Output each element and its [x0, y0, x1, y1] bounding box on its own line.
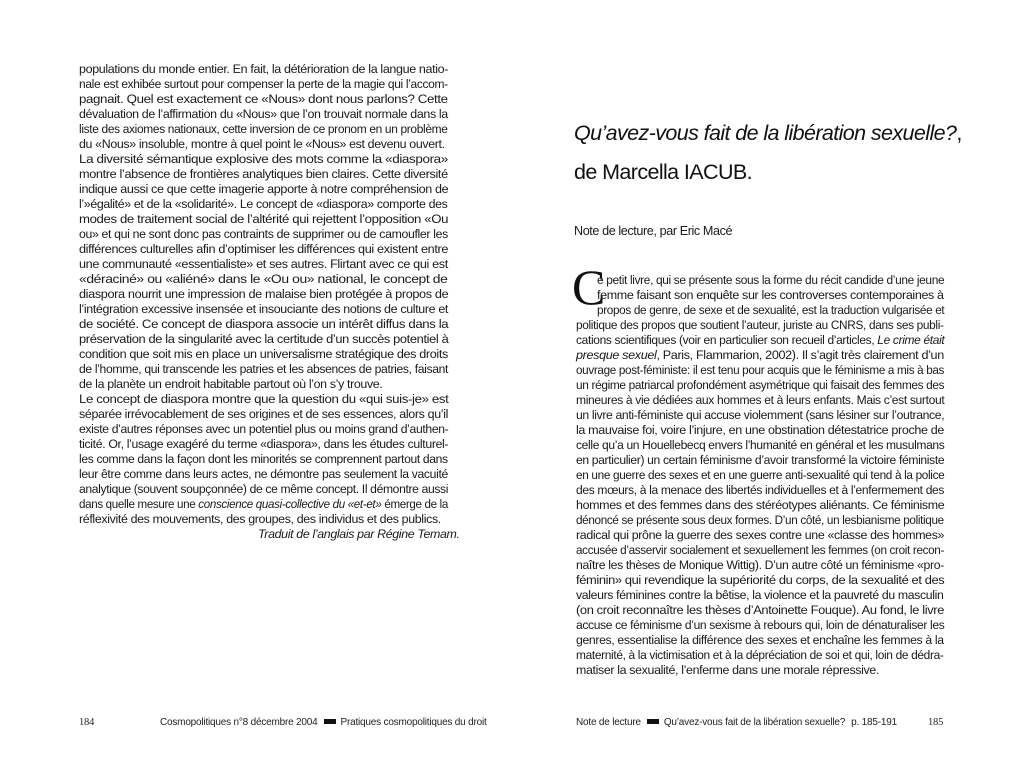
left-line-segment: émerge de la: [381, 497, 448, 511]
separator-bar-icon: [324, 719, 336, 724]
left-text-line: «déraciné» ou «aliéné» dans le «Ou ou» national, le concept de: [79, 272, 448, 286]
book-author: de Marcella IACUB.: [574, 160, 752, 184]
journal-name: Cosmopolitiques n°8 décembre 2004: [160, 717, 318, 728]
left-text-line: leur être comme dans leurs actes, ne démontre pas seulement la vacuité: [79, 467, 448, 481]
left-text-line: nale est exhibée surtout pour compenser la perte de la magie qui l’accom-: [79, 77, 448, 91]
right-text-line: propos de genre, de sexe et de sexualité, est la traduction vulgarisée et: [597, 303, 945, 317]
page-number: 184: [79, 717, 95, 728]
right-text-line: en une guerre des sexes et en une guerre anti-sexualité qui tend à la police: [576, 468, 945, 482]
right-text-line: féminin» qui revendique la supériorité du corps, de la sexualité et des: [576, 573, 945, 587]
right-text-line: la mauvaise foi, voire l’injure, en une obstination détestatrice proche de: [576, 423, 944, 437]
italic-book-title: presque sexuel: [576, 348, 657, 362]
right-text-line: celle qu’a un Houellebecq envers l’humanité en général et les musulmans: [576, 438, 945, 452]
italic-book-title: Le crime était: [877, 333, 945, 347]
review-title: [574, 117, 962, 149]
left-text-line: existe d’autres réponses avec un potentiel plus ou moins grand d’authen-: [79, 422, 449, 436]
left-text-line: [79, 497, 448, 512]
right-text-line: un régime patriarcal profondément asymétrique qui faisait des femmes des: [576, 378, 945, 392]
left-text-line: réflexivité des mouvements, des groupes, des individus et des publics.: [79, 512, 441, 526]
right-text-line: [576, 348, 944, 363]
left-text-line: liste des axiomes nationaux, cette inversion de ce pronom en un problème: [79, 122, 448, 136]
italic-phrase: conscience quasi-collective du «et-et»: [198, 497, 382, 511]
right-text-line: en particulier) un certain féminisme d’avoir transformé la victoire féministe: [576, 453, 945, 467]
left-text-line: différences culturelles afin d’optimiser les différences qui existent entre: [79, 242, 449, 256]
right-footer-page: [928, 717, 943, 728]
left-text-line: de l’homme, qui transcende les patries et les absences de patries, faisant: [79, 362, 449, 376]
right-text-line: accusée d’asservir socialement et sexuellement les femmes (on croit recon-: [576, 543, 945, 557]
left-line-segment: dans quelle mesure une: [79, 497, 199, 511]
drop-cap: C: [572, 259, 606, 315]
left-footer: [79, 717, 94, 728]
left-text-line: indique aussi ce que cette imagerie apporte à notre compréhension de: [79, 182, 449, 196]
section-name: Pratiques cosmopolitiques du droit: [340, 717, 487, 728]
review-byline: Note de lecture, par Eric Macé: [574, 224, 733, 238]
right-text-line: accuse ce féminisme d’un sexisme à rebours qui, loin de dénaturaliser les: [576, 618, 945, 632]
right-text-line: matiser la sexualité, l’enferme dans une morale répressive.: [576, 663, 880, 677]
title-punctuation: ,: [956, 121, 962, 145]
left-text-line: de société. Ce concept de diaspora associe un intérêt diffus dans la: [79, 317, 449, 331]
right-footer-running-head: [576, 717, 897, 728]
right-text-line: mineures à vie dédiées aux hommes et à leurs enfants. Mais c’est surtout: [576, 393, 945, 407]
page-number: 185: [928, 717, 944, 728]
right-text-line: hommes et des femmes dans des stéréotypes aliénants. Ce féminisme: [576, 498, 945, 512]
left-text-line: préservation de la singularité avec la certitude d’un succès potentiel à: [79, 332, 449, 346]
right-text-line: e petit livre, qui se présente sous la forme du récit candide d’une jeune: [597, 273, 945, 287]
left-text-line: une communauté «essentialiste» et ses autres. Flirtant avec ce qui est: [79, 257, 448, 271]
section-name: Note de lecture: [576, 717, 641, 728]
left-text-line: du «Nous» insoluble, montre à quel point le «Nous» est devenu ouvert.: [79, 137, 445, 151]
left-text-line: les comme dans la façon dont les minorités se comprennent partout dans: [79, 452, 448, 466]
right-text-line: genres, essentialise la différence des sexes et enchaîne les femmes à la: [576, 633, 944, 647]
translation-credit: Traduit de l’anglais par Régine Temam.: [258, 527, 460, 541]
left-text-line: analytique (souvent soupçonnée) de ce même concept. Il démontre aussi: [79, 482, 449, 496]
right-text-line: naître les thèses de Monique Wittig). D’un autre côté un féminisme «pro-: [576, 558, 944, 572]
left-text-line: montre l’absence de frontières analytiques bien claires. Cette diversité: [79, 167, 448, 181]
left-text-line: ou» et qui ne sont donc pas contraints de supprimer ou de camoufler les: [79, 227, 448, 241]
running-title: Qu’avez-vous fait de la libération sexuelle?: [663, 717, 846, 728]
page-range: p. 185-191: [851, 717, 897, 728]
right-text-line: des mœurs, à la menace des libertés individuelles et à l’enfermement des: [576, 483, 945, 497]
left-text-line: pagnait. Quel est exactement ce «Nous» dont nous parlons? Cette: [79, 92, 448, 106]
left-footer-running-head: [160, 717, 487, 728]
left-text-line: La diversité sémantique explosive des mots comme la «diaspora»: [79, 152, 448, 166]
right-text-line: (on croit reconnaître les thèses d’Antoinette Fouque). Au fond, le livre: [576, 603, 944, 617]
right-line-segment: cations scientifiques (voir en particulier son recueil d’articles,: [576, 333, 878, 347]
left-text-line: populations du monde entier. En fait, la détérioration de la langue natio-: [79, 62, 449, 76]
left-text-line: de la planète un endroit habitable partout où l’on s’y trouve.: [79, 377, 383, 391]
separator-bar-icon: [647, 719, 659, 724]
right-text-line: ouvrage post-féministe: il est tenu pour acquis que le féminisme a mis à bas: [576, 363, 945, 377]
right-text-line: dénoncé se présente sous deux formes. D’un côté, un lesbianisme politique: [576, 513, 944, 527]
left-text-line: dévaluation de l’affirmation du «Nous» que l’on trouvait normale dans la: [79, 107, 448, 121]
right-line-segment: , Paris, Flammarion, 2002). Il s’agit très clairement d’un: [656, 348, 944, 362]
left-text-line: diaspora nourrit une impression de malaise bien protégée à propos de: [79, 287, 449, 301]
left-text-line: l’intégration excessive insensée et insouciante des notions de culture et: [79, 302, 449, 316]
left-text-line: modes de traitement social de l’altérité qui rejettent l’opposition «Ou: [79, 212, 449, 226]
book-title: Qu’avez-vous fait de la libération sexuelle?: [574, 121, 957, 145]
right-text-line: maternité, à la victimisation et à la dépréciation de soi et qui, loin de dédra-: [576, 648, 944, 662]
right-text-line: femme faisant son enquête sur les controverses contemporaines à: [597, 288, 944, 302]
left-text-line: séparée irrévocablement de ses origines et de ses essences, alors qu’il: [79, 407, 449, 421]
right-text-line: un livre anti-féministe qui accuse violemment (sans lésiner sur l’outrance,: [576, 408, 945, 422]
right-text-line: radical qui prône la guerre des sexes contre une «classe des hommes»: [576, 528, 945, 542]
right-text-line: politique des propos que soutient l’auteur, juriste au CNRS, dans ses publi-: [576, 318, 944, 332]
left-text-line: condition que soit mis en place un universalisme stratégique des droits: [79, 347, 448, 361]
right-text-line: valeurs féminines contre la bêtise, la violence et la pauvreté du masculin: [576, 588, 944, 602]
left-text-line: l’»égalité» et de la «solidarité». Le concept de «diaspora» comporte des: [79, 197, 448, 211]
right-text-line: [576, 333, 944, 348]
left-text-line: ticité. Or, l’usage exagéré du terme «diaspora», dans les études culturel-: [79, 437, 449, 451]
left-text-line: Le concept de diaspora montre que la question du «qui suis-je» est: [79, 392, 449, 406]
